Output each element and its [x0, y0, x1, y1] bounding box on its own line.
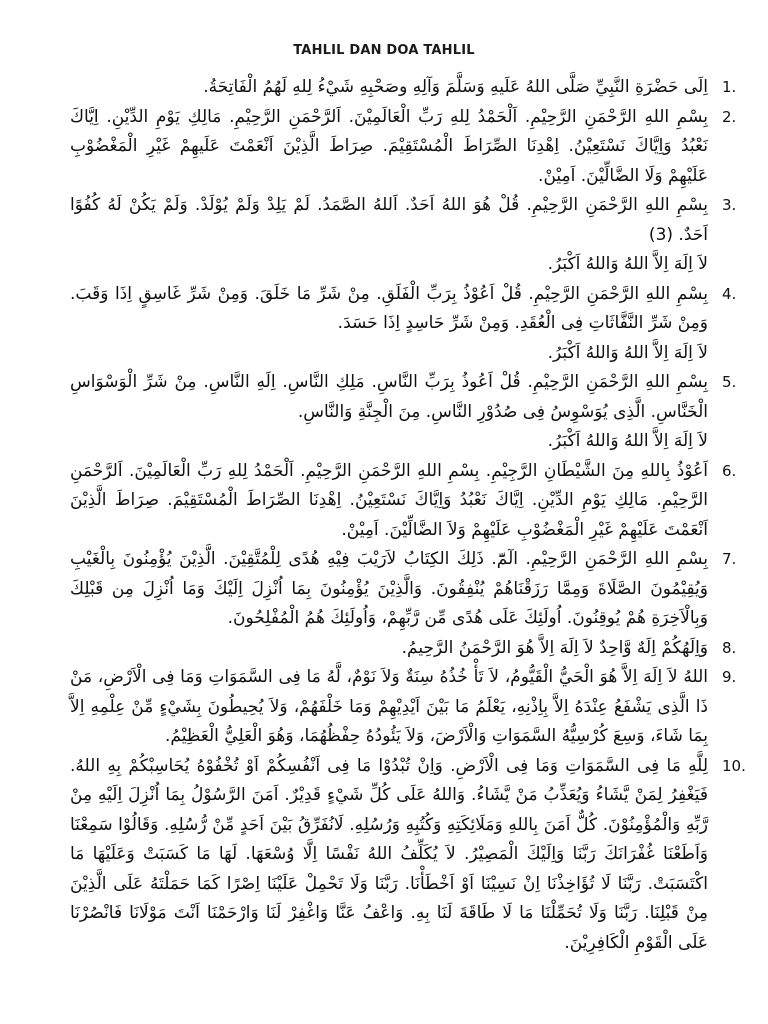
item-number: 6.: [722, 461, 737, 480]
item-number: 10.: [722, 756, 746, 775]
item-text: اللهُ لاَ اِلَهَ اِلاَّ هُوَ الْحَيُّ الْقَيُّومُ، لاَ تَأْ خُذُهُ سِنَةٌ وَلاَ نَوْمٌ، لَّهُ مَا فِى السَّمَوَاتِ وَمَا فِى الْاَرْضِ، مَنْ ذَا الَّذِى يَشْفَعُ عِنْدَهُ اِلاَّ بِاِذْنِهِ، يَعْلَمُ مَا بَيْنَ اَيْدِيْهِمْ وَمَا خَلْفَهُمْ، وَلاَ يُحِيطُونَ بِشَيْءٍ مِّنْ عِلْمِهِ اِلاَّ بِمَا شَاءَ، وَسِعَ كُرْسِيُّهُ السَّمَوَاتِ وَالْاَرْضَ، وَلاَ يَئُودُهُ حِفْظُهُمَا، وَهُوَ الْعَلِيُّ الْعَظِيْمُ.: [70, 667, 708, 746]
list-item: [70, 457, 755, 546]
item-text: اَعُوْذُ بِاللهِ مِنَ الشَّيْطَانِ الرَّجِيْمِ. بِسْمِ اللهِ الرَّحْمَنِ الرَّحِيْمِ. اَلْحَمْدُ لِلهِ رَبِّ الْعَالَمِيْنَ. اَلرَّحْمَنِ الرَّحِيْمِ. مَالِكِ يَوْمِ الدِّيْنِ. اِيَّاكَ نَعْبُدُ وَاِيَّاكَ نَسْتَعِيْنُ. اِهْدِنَا الصِّرَاطَ الْمُسْتَقِيْمَ. صِرَاطَ الَّذِيْنَ اَنْعَمْتَ عَلَيْهِمْ غَيْرِ الْمَغْضُوْبِ عَلَيْهِمْ وَلاَ الضَّالِّيْنَ. اَمِيْنْ.: [70, 460, 708, 540]
item-refrain: لاَ اِلَهَ اِلاَّ اللهُ وَاللهُ اَكْبَرُ.: [547, 431, 708, 451]
list-item: [70, 191, 755, 280]
item-text: اِلَى حَضْرَةِ النَّبِيِّ صَلَّى اللهُ عَلَيهِ وَسَلَّمَ وَآلِهِ وصَحْبِهِ شَيْءُ لِلهِ لَهُمُ الْفَاتِحَةُ.: [203, 77, 708, 97]
item-text: بِسْمِ اللهِ الرَّحْمَنِ الرَّحِيْمِ. قُلْ اَعُوْذُ بِرَبِّ الْفَلَقِ. مِنْ شَرِّ مَا خَلَقَ. وَمِنْ شَرِّ غَاسِقٍ اِذَا وَقَبَ. وَمِنْ شَرِّ النَّفَّاثَاتِ فِى الْعُقَدِ. وَمِنْ شَرِّ حَاسِدٍ اِذَا حَسَدَ.: [70, 283, 708, 333]
item-body: [70, 368, 708, 457]
item-number: 8.: [722, 638, 737, 657]
item-number: 1.: [722, 78, 737, 96]
item-refrain: لاَ اِلَهَ اِلاَّ اللهُ وَاللهُ اَكْبَرُ.: [547, 342, 708, 363]
item-body: [70, 103, 708, 192]
numbered-list: [70, 73, 755, 958]
item-body: [70, 73, 708, 103]
list-item: [70, 634, 755, 664]
list-item: [70, 73, 755, 103]
item-body: [70, 663, 708, 752]
item-body: [70, 545, 708, 634]
item-text: وَاِلَهُكُمْ اِلَهٌ وَّاحِدٌ لاَ اِلَهَ اِلاَّ هُوَ الرَّحْمَنُ الرَّحِيمُ.: [401, 637, 708, 658]
item-number: 3.: [722, 196, 737, 214]
item-number: 7.: [722, 550, 737, 568]
item-text: بِسْمِ اللهِ الرَّحْمَنِ الرَّحِيْمِ. قُلْ اَعُوذُ بِرَبِّ النَّاسِ. مَلِكِ النَّاسِ. اِلَهِ النَّاسِ. مِنْ شَرِّ الْوَسْوَاسِ الْخَنَّاسِ. الَّذِى يُوَسْوِسُ فِى صُدُوْرِ النَّاسِ. مِنَ الْجِنَّةِ وَالنَّاسِ.: [70, 372, 708, 422]
item-body: [70, 457, 708, 546]
item-body: [70, 191, 708, 280]
list-item: [70, 368, 755, 457]
item-text: بِسْمِ اللهِ الرَّحْمَنِ الرَّحِيْمِ. الٓمّٓ. ذَلِكَ الكِتَابُ لاَرَيْبَ فِيْهِ هُدًى لِلْمُتَّقِيْنَ. الَّذِيْنَ يُؤْمِنُونَ بِالْغَيْبِ وَيُقِيْمُونَ الصَّلَاةَ وَمِمَّا رَزَقْنَاهُمْ يُنْفِقُونَ. وَالَّذِيْنَ يُؤْمِنُونَ بِمَا اُنْزِلَ اِلَيْكَ وَمَا اُنْزِلَ مِن قَبْلِكَ وَبِالْاَخِرَةِ هُمْ يُوقِنُونَ. اُولَئِكَ عَلَى هُدًى مِّن رَّبِّهِمْ، وَاُولَئِكَ هُمُ الْمُفْلِحُونَ.: [70, 549, 708, 628]
item-body: [70, 634, 708, 664]
item-body: [70, 752, 708, 959]
item-refrain: لاَ اِلَهَ اِلاَّ اللهُ وَاللهُ اَكْبَرُ.: [547, 254, 708, 274]
list-item: [70, 545, 755, 634]
list-item: [70, 280, 755, 369]
item-number: 9.: [722, 668, 737, 686]
item-text: بِسْمِ اللهِ الرَّحْمَنِ الرَّحِيْمِ. اَلْحَمْدُ لِلهِ رَبِّ الْعَالَمِيْنَ. اَلرَّحْمَنِ الرَّحِيْمِ. مَالِكِ يَوْمِ الدِّيْنِ. اِيَّاكَ نَعْبُدُ وَاِيَّاكَ نَسْتَعِيْنُ. اِهْدِنَا الصِّرَاطَ الْمُسْتَقِيْمَ. صِرَاطَ الَّذِيْنَ اَنْعَمْتَ عَلَيهِمْ غَيْرِ الْمَغْضُوْبِ عَلَيْهِمْ وَلَا الضَّالِّيْنَ. اَمِيْنْ.: [70, 106, 708, 186]
list-item: [70, 752, 755, 959]
list-item: [70, 103, 755, 192]
item-text: لِلَّهِ مَا فِى السَّمَوَاتِ وَمَا فِى الْاَرْضِ. وَاِنْ تُبْدُوْا مَا فِى اَنْفُسِكُمْ اَوْ تُخْفُوْهُ يُحَاسِبْكُمْ بِهِ اللهُ. فَيَغْفِرُ لِمَنْ يَّشَاءُ وَيُعَذِّبُ مَنْ يَّشَاءُ. وَاللهُ عَلَى كُلِّ شَيْءٍ قَدِيْرٌ. اَمَنَ الرَّسُوْلُ بِمَا اُنْزِلَ اِلَيْهِ مِنْ رَّبِّهِ وَالْمُؤْمِنُوْنَ. كُلٌّ اَمَنَ بِاللهِ وَمَلَائِكَتِهِ وَكُتُبِهِ وَرُسُلِهِ. لَانُفَرِّقُ بَيْنَ اَحَدٍ مِّنْ رُّسُلِهِ. وَقَالُوْا سَمِعْنَا وَاَطَعْنَا غُفْرَانَكَ رَبَّنَا وَاِلَيْكَ الْمَصِيْرُ. لاَ يُكَلِّفُ اللهُ نَفْسًا اِلَّا وُسْعَهَا. لَهَا مَا كَسَبَتْ وَعَلَيْهَا مَا اكْتَسَبَتْ. رَبَّنَا لَا تُؤَاخِذْنَا اِنْ نَسِيْنَا اَوْ اَخْطَأْنَا. رَبَّنَا وَلَا تَحْمِلْ عَلَيْنَا اِصْرًا كَمَا حَمَلْتَهُ عَلَى الَّذِيْنَ مِنْ قَبْلِنَا. رَبَّنَا وَلَا تُحَمِّلْنَا مَا لَا طَاقَةَ لَنَا بِهِ. وَاعْفُ عَنَّا وَاغْفِرْ لَنَا وَارْحَمْنَا اَنْتَ مَوْلَانَا فَانْصُرْنَا عَلَى الْقَوْمِ الْكَافِرِيْنَ.: [70, 755, 708, 953]
document-title: TAHLIL DAN DOA TAHLIL: [293, 43, 475, 58]
item-number: 4.: [722, 284, 737, 303]
item-body: [70, 280, 708, 369]
item-number: 2.: [722, 107, 737, 126]
item-text: بِسْمِ اللهِ الرَّحْمَنِ الرَّحِيْمِ. قُلْ هُوَ اللهُ اَحَدٌ. اَللهُ الصَّمَدُ. لَمْ يَلِدْ وَلَمْ يُوْلَدْ. وَلَمْ يَكُنْ لَهُ كُفُوًا اَحَدٌ. (3): [70, 195, 708, 245]
item-number: 5.: [722, 373, 737, 391]
list-item: [70, 663, 755, 752]
